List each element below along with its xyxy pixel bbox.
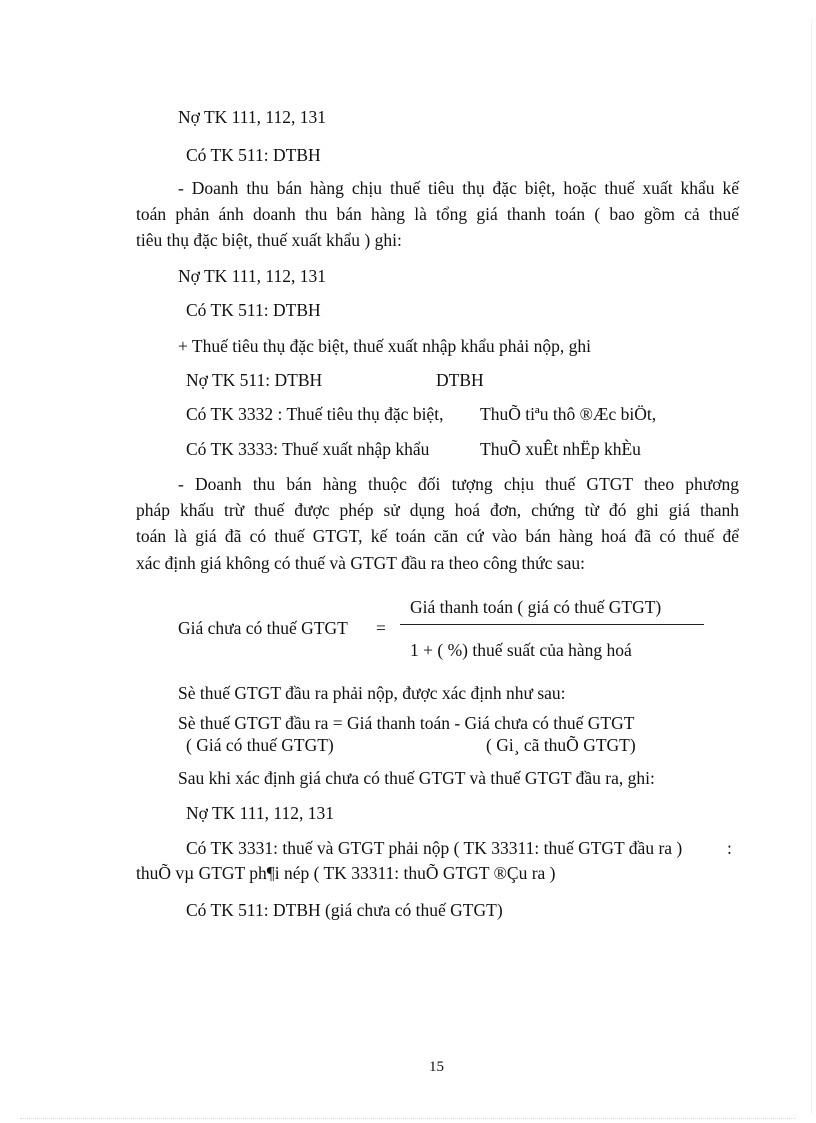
fraction-bar: [400, 624, 704, 625]
page-number: 15: [429, 1059, 444, 1075]
paragraph-line: pháp khấu trừ thuế được phép sử dụng hoá đơn, chứng từ đó ghi giá thanh: [136, 500, 739, 520]
formula-equals: =: [376, 618, 386, 638]
text-line: Nợ TK 511: DTBH: [186, 370, 323, 390]
text-line: + Thuế tiêu thụ đặc biệt, thuế xuất nhập khẩu phải nộp, ghi: [178, 336, 591, 356]
text-line: thuÕ vµ GTGT ph¶i nép ( TK 33311: thuÕ GTGT ®Çu ra ): [136, 863, 556, 883]
text-line: Nợ TK 111, 112, 131: [178, 266, 326, 286]
paragraph-line: xác định giá không có thuế và GTGT đầu ra theo công thức sau:: [136, 553, 585, 573]
paragraph-line: toán phản ánh doanh thu bán hàng là tổng giá thanh toán ( bao gồm cả thuế: [136, 204, 739, 224]
text-line: Có TK 3331: thuế và GTGT phải nộp ( TK 33311: thuế GTGT đầu ra ): [186, 838, 683, 858]
text-line: Có TK 511: DTBH (giá chưa có thuế GTGT): [186, 900, 503, 920]
text-line: Nợ TK 111, 112, 131: [178, 107, 326, 127]
formula-numerator: Giá thanh toán ( giá có thuế GTGT): [410, 597, 662, 617]
text-line: Có TK 3332 : Thuế tiêu thụ đặc biệt,: [186, 404, 444, 424]
text-line: Có TK 511: DTBH: [186, 300, 321, 320]
text-line: Sè thuế GTGT đầu ra = Giá thanh toán - Giá chưa có thuế GTGT: [178, 713, 635, 733]
text-line: ThuÕ tiªu thô ®Æc biÖt,: [480, 404, 657, 424]
text-line: Có TK 3333: Thuế xuất nhập khẩu: [186, 439, 430, 459]
paragraph-line: - Doanh thu bán hàng chịu thuế tiêu thụ đặc biệt, hoặc thuế xuất khẩu kế: [178, 178, 739, 198]
formula-lhs: Giá chưa có thuế GTGT: [178, 618, 348, 638]
text-line: DTBH: [436, 370, 484, 390]
text-line: ( Giá có thuế GTGT): [186, 735, 334, 755]
text-line: Nợ TK 111, 112, 131: [186, 803, 334, 823]
paragraph-line: tiêu thụ đặc biệt, thuế xuất khẩu ) ghi:: [136, 230, 402, 250]
page-border: [20, 1118, 796, 1119]
text-line: Sè thuế GTGT đầu ra phải nộp, được xác định như sau:: [178, 683, 566, 703]
text-line: ThuÕ xuÊt nhËp khÈu: [480, 439, 641, 459]
text-line: Có TK 511: DTBH: [186, 145, 321, 165]
paragraph-line: toán là giá đã có thuế GTGT, kế toán căn cứ vào bán hàng hoá đã có thuế để: [136, 526, 739, 546]
formula-denominator: 1 + ( %) thuế suất của hàng hoá: [410, 640, 632, 660]
text-line: :: [727, 838, 732, 858]
text-line: ( Gi¸ cã thuÕ GTGT): [486, 735, 636, 755]
paragraph-line: - Doanh thu bán hàng thuộc đối tượng chịu thuế GTGT theo phương: [178, 474, 739, 494]
page-border: [811, 20, 812, 1113]
text-line: Sau khi xác định giá chưa có thuế GTGT và thuế GTGT đầu ra, ghi:: [178, 768, 655, 788]
